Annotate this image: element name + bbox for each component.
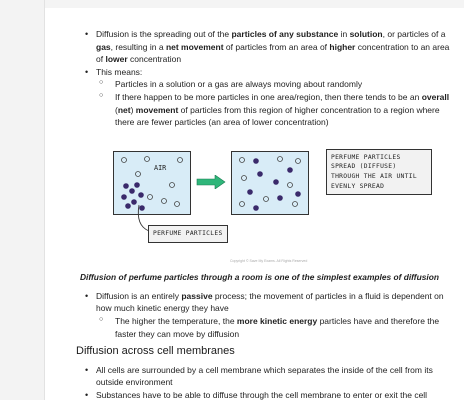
list-item: ○ If there happen to be more particles in one area/region, then there tends to be an overall (net) movement of particles from this region of higher concentration to a region where there are fewer particles (an area of lower concentration): [80, 91, 458, 129]
spread-label: PERFUME PARTICLES SPREAD (DIFFUSE) THROUGH THE AIR UNTIL EVENLY SPREAD: [326, 149, 432, 195]
list-item: • Substances have to be able to diffuse through the cell membrane to enter or exit the cell: [80, 389, 458, 402]
membrane-list: [80, 364, 458, 402]
list-item: • Diffusion is the spreading out of the particles of any substance in solution, or particles of a gas, resulting in a net movement of particles from an area of higher concentration to an area of lower concentration: [80, 28, 458, 66]
list-item: ○ The higher the temperature, the more kinetic energy particles have and therefore the faster they can move by diffusion: [80, 315, 458, 340]
right-arrow-icon: [196, 175, 226, 189]
diffusion-figure: [80, 145, 458, 263]
list-item: ○ Particles in a solution or a gas are always moving about randomly: [80, 78, 458, 91]
passive-list: [80, 290, 458, 315]
section-heading: Diffusion across cell membranes: [76, 345, 235, 358]
list-item: • This means:: [80, 66, 458, 79]
left-gutter: [0, 0, 45, 400]
figure-caption: Diffusion of perfume particles through a room is one of the simplest examples of diffusion: [80, 271, 439, 282]
copyright-text: Copyright © Save My Exams. All Rights Reserved: [230, 258, 308, 263]
passive-sublist: [80, 315, 458, 340]
particles-after: [232, 152, 308, 214]
perfume-particles-label: PERFUME PARTICLES: [148, 225, 228, 244]
article-content: [76, 28, 458, 402]
top-bar: [0, 0, 464, 8]
air-label: AIR: [154, 163, 167, 172]
intro-sublist: [80, 78, 458, 128]
list-item: • Diffusion is an entirely passive process; the movement of particles in a fluid is dependent on how much kinetic energy they have: [80, 290, 458, 315]
room-after-box: [231, 151, 309, 215]
list-item: • All cells are surrounded by a cell membrane which separates the inside of the cell from its outside environment: [80, 364, 458, 389]
intro-list: [80, 28, 458, 78]
